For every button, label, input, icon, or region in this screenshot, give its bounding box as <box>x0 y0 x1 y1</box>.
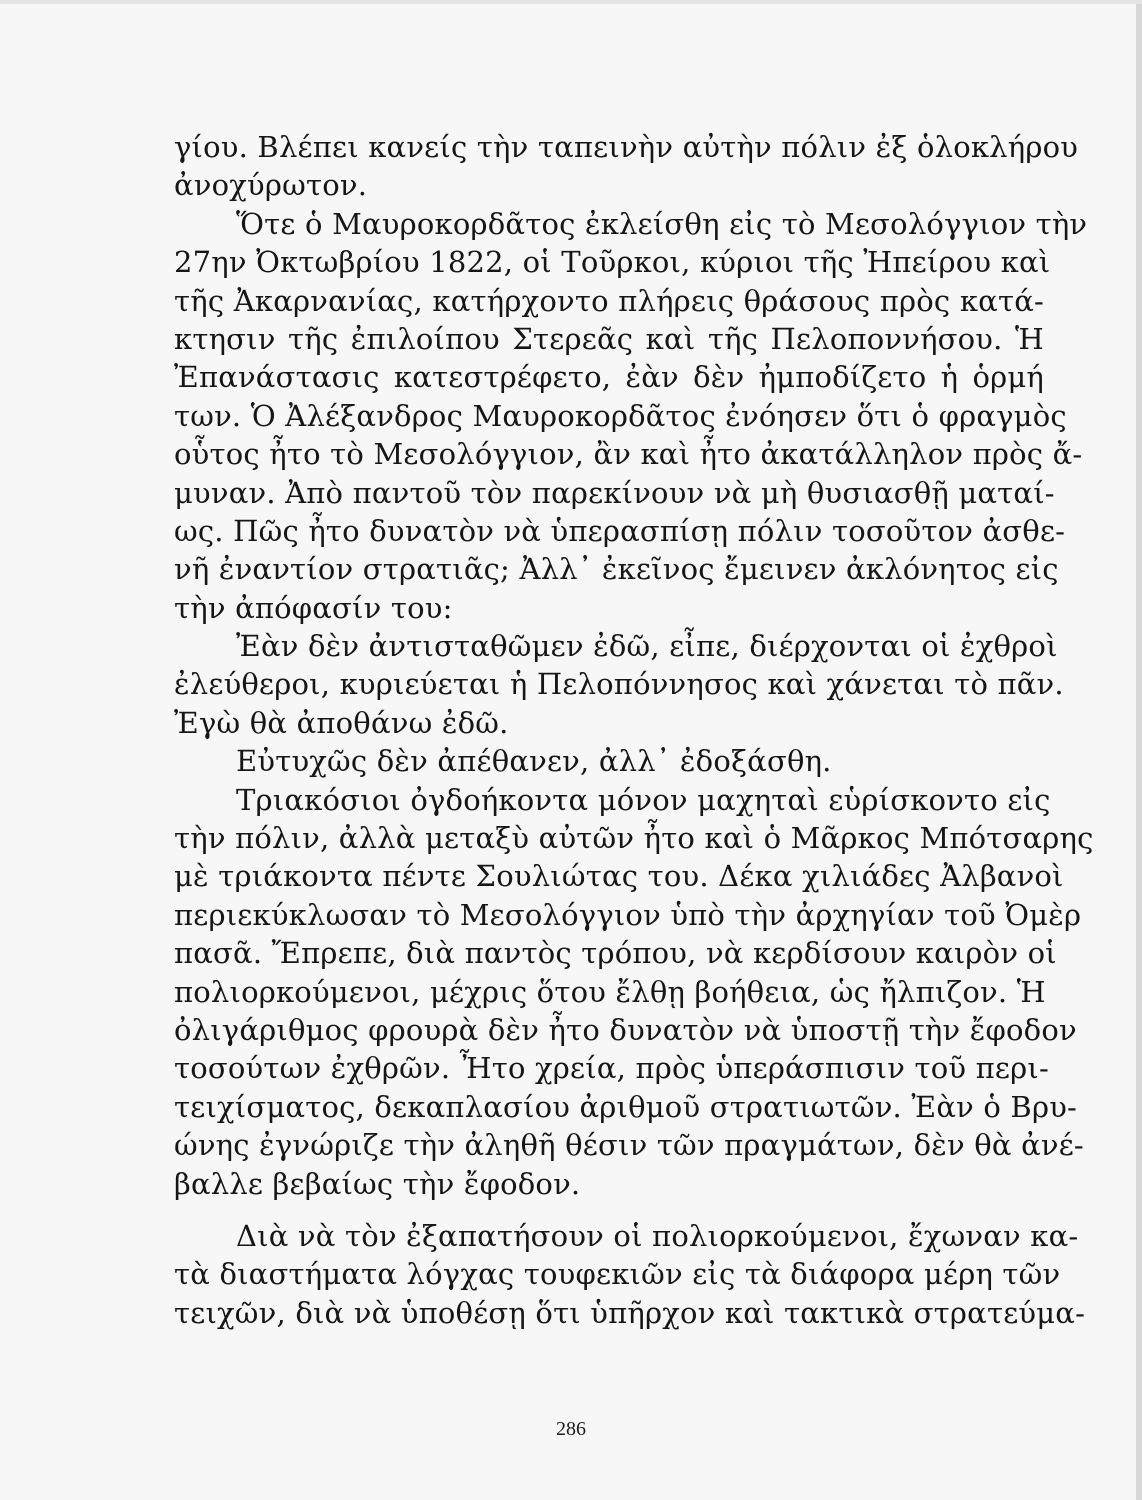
text-line: των. Ὁ Ἀλέξανδρος Μαυροκορδᾶτος ἐνόησεν ὅτι ὁ φραγμὸς <box>174 398 1067 433</box>
text-line: τὴν πόλιν, ἀλλὰ μεταξὺ αὐτῶν ἦτο καὶ ὁ Μᾶρκος Μπότσαρης <box>174 821 1094 856</box>
text-line: Ἐὰν δὲν ἀντισταθῶμεν ἐδῶ, εἶπε, διέρχονται οἱ ἐχθροὶ <box>236 629 1058 664</box>
text-line: νῆ ἐναντίον στρατιᾶς; Ἀλλ᾽ ἐκεῖνος ἔμεινεν ἀκλόνητος εἰς <box>174 552 1059 587</box>
text-line: Ἐπανάστασις κατεστρέφετο, ἐὰν δὲν ἠμποδίζετο ἡ ὁρμή <box>174 360 1044 395</box>
text-line: τειχῶν, διὰ νὰ ὑποθέσῃ ὅτι ὑπῆρχον καὶ τακτικὰ στρατεύμα- <box>174 1295 1086 1330</box>
text-line: μὲ τριάκοντα πέντε Σουλιώτας του. Δέκα χιλιάδες Ἀλβανοὶ <box>174 859 1064 894</box>
text-line: τὰ διαστήματα λόγχας τουφεκιῶν εἰς τὰ διάφορα μέρη τῶν <box>174 1257 1061 1292</box>
text-line: τοσούτων ἐχθρῶν. Ἦτο χρεία, πρὸς ὑπεράσπισιν τοῦ περι- <box>174 1051 1049 1086</box>
text-line: κτησιν τῆς ἐπιλοίπου Στερεᾶς καὶ τῆς Πελοποννήσου. Ἡ <box>174 321 1044 356</box>
text-line: γίου. Βλέπει κανείς τὴν ταπεινὴν αὐτὴν πόλιν ἐξ ὁλοκλήρου <box>174 130 1079 164</box>
text-line: Εὐτυχῶς δὲν ἀπέθανεν, ἀλλ᾽ ἐδοξάσθη. <box>236 744 832 779</box>
text-line: Ἐγὼ θὰ ἀποθάνω ἐδῶ. <box>174 705 509 740</box>
text-line: μυναν. Ἀπὸ παντοῦ τὸν παρεκίνουν νὰ μὴ θυσιασθῇ ματαί- <box>174 475 1055 510</box>
text-line: τὴν ἀπόφασίν του: <box>174 590 453 625</box>
text-line: ὀλιγάριθμος φρουρὰ δὲν ἦτο δυνατὸν νὰ ὑποστῇ τὴν ἔφοδον <box>174 1012 1077 1047</box>
text-line: περιεκύκλωσαν τὸ Μεσολόγγιον ὑπὸ τὴν ἀρχηγίαν τοῦ Ὀμὲρ <box>174 897 1082 932</box>
text-line: Ὅτε ὁ Μαυροκορδᾶτος ἐκλείσθη εἰς τὸ Μεσολόγγιον τὴν <box>236 206 1088 241</box>
text-line: οὗτος ἦτο τὸ Μεσολόγγιον, ἂν καὶ ἦτο ἀκατάλληλον πρὸς ἄ- <box>174 437 1083 472</box>
text-line: 27ην Ὀκτωβρίου 1822, οἱ Τοῦρκοι, κύριοι τῆς Ἠπείρου καὶ <box>174 245 1051 280</box>
text-line: ως. Πῶς ἦτο δυνατὸν νὰ ὑπερασπίσῃ πόλιν τοσοῦτον ἀσθε- <box>174 513 1066 548</box>
text-line: τῆς Ἀκαρνανίας, κατήρχοντο πλήρεις θράσους πρὸς κατά- <box>174 283 1044 318</box>
text-line: βαλλε βεβαίως τὴν ἔφοδον. <box>174 1166 581 1201</box>
text-line: Τριακόσιοι ὀγδοήκοντα μόνον μαχηταὶ εὑρίσκοντο εἰς <box>236 782 1051 817</box>
page-number: 286 <box>556 1418 586 1440</box>
text-line: πολιορκούμενοι, μέχρις ὅτου ἔλθῃ βοήθεια, ὡς ἤλπιζον. Ἡ <box>174 974 1046 1009</box>
body-text <box>174 128 1094 1332</box>
text-line: ἀνοχύρωτον. <box>174 168 368 203</box>
text-line: ἐλεύθεροι, κυριεύεται ἡ Πελοπόννησος καὶ χάνεται τὸ πᾶν. <box>174 667 1064 702</box>
text-line: τειχίσματος, δεκαπλασίου ἀριθμοῦ στρατιωτῶν. Ἐὰν ὁ Βρυ- <box>174 1089 1078 1124</box>
text-line: πασᾶ. Ἔπρεπε, διὰ παντὸς τρόπου, νὰ κερδίσουν καιρὸν οἱ <box>174 936 1057 971</box>
paragraph-gap <box>174 1203 1044 1217</box>
text-line: ώνης ἐγνώριζε τὴν ἀληθῆ θέσιν τῶν πραγμάτων, δὲν θὰ ἀνέ- <box>174 1128 1084 1163</box>
text-line: Διὰ νὰ τὸν ἐξαπατήσουν οἱ πολιορκούμενοι, ἔχωναν κα- <box>236 1218 1079 1253</box>
